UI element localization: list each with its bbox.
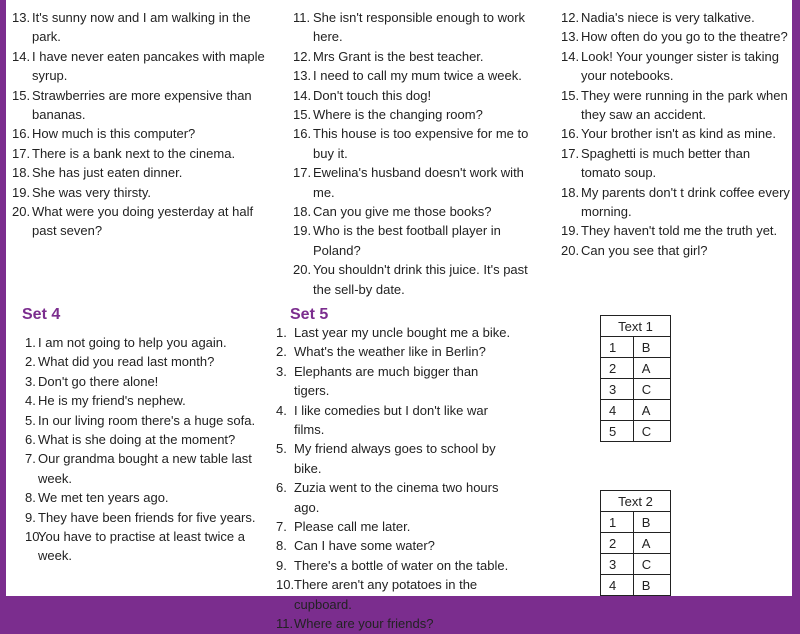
item-number: 1. — [276, 325, 287, 340]
item-number: 11. — [293, 10, 311, 25]
sentence-text: We met ten years ago. — [38, 490, 169, 506]
numbered-sentence — [276, 478, 516, 517]
sentence-text: There aren't any potatoes in the cupboard. — [294, 577, 478, 612]
item-number: 13. — [561, 29, 580, 45]
sentence-text: Spaghetti is much better than tomato soup. — [581, 145, 751, 181]
numbered-sentence — [12, 183, 266, 202]
set-5-section — [276, 323, 516, 634]
numbered-sentence — [293, 47, 543, 66]
numbered-sentence — [12, 202, 266, 241]
answer-letter: A — [633, 358, 670, 379]
sentence-text: I need to call my mum twice a week. — [313, 68, 522, 84]
item-number: 6. — [276, 480, 287, 496]
set-4-section — [25, 333, 267, 566]
item-number: 16. — [561, 126, 580, 142]
item-number: 5. — [276, 441, 287, 457]
numbered-sentence — [25, 449, 267, 488]
item-number: 5. — [25, 412, 36, 428]
numbered-sentence — [561, 27, 791, 46]
sentence-text: Where are your friends? — [294, 616, 434, 632]
item-number: 9. — [276, 557, 287, 573]
item-number: 16. — [12, 126, 31, 142]
item-number: 19. — [561, 223, 580, 239]
set-4-heading: Set 4 — [22, 306, 61, 323]
numbered-sentence — [293, 105, 543, 124]
numbered-sentence — [12, 47, 266, 86]
sentence-text: There's a bottle of water on the table. — [294, 557, 509, 573]
answer-letter: C — [633, 379, 670, 400]
sentence-text: Last year my uncle bought me a bike. — [294, 325, 511, 340]
answer-row — [601, 512, 671, 533]
answer-column-2 — [293, 8, 543, 299]
set-5-heading: Set 5 — [290, 306, 329, 323]
answer-row — [601, 337, 671, 358]
item-number: 3. — [276, 363, 287, 379]
item-number: 16. — [293, 126, 312, 142]
numbered-sentence — [276, 362, 516, 401]
item-number: 20. — [293, 262, 312, 278]
item-number: 1. — [25, 335, 36, 350]
sentence-text: What is she doing at the moment? — [38, 432, 236, 448]
sentence-text: There is a bank next to the cinema. — [32, 145, 236, 161]
question-number: 3 — [601, 554, 634, 575]
item-number: 20. — [12, 204, 31, 220]
item-number: 8. — [276, 538, 287, 554]
item-number: 11. — [276, 616, 294, 632]
answer-row — [601, 421, 671, 442]
numbered-sentence — [561, 124, 791, 143]
item-number: 17. — [561, 145, 580, 161]
text-1-heading: Text 1 — [601, 316, 671, 337]
sentence-text: Our grandma bought a new table last week. — [38, 451, 252, 486]
item-number: 15. — [293, 107, 312, 123]
numbered-sentence — [276, 439, 516, 478]
sentence-text: How often do you go to the theatre? — [581, 29, 788, 45]
question-number: 2 — [601, 358, 634, 379]
answer-row — [601, 379, 671, 400]
item-number: 8. — [25, 490, 36, 506]
sentence-text: What were you doing yesterday at half past seven? — [32, 204, 254, 239]
numbered-sentence — [12, 144, 266, 163]
question-number: 4 — [601, 575, 634, 596]
sentence-text: Nadia's niece is very talkative. — [581, 10, 755, 25]
numbered-sentence — [293, 221, 543, 260]
sentence-text: My friend always goes to school by bike. — [294, 441, 496, 476]
sentence-text: Mrs Grant is the best teacher. — [313, 48, 484, 64]
sentence-text: This house is too expensive for me to buy it. — [313, 126, 529, 161]
item-number: 17. — [293, 165, 312, 181]
sentence-text: How much is this computer? — [32, 126, 196, 142]
numbered-sentence — [25, 333, 267, 352]
numbered-sentence — [561, 221, 791, 240]
answer-row — [601, 533, 671, 554]
numbered-sentence — [293, 260, 543, 299]
question-number: 4 — [601, 400, 634, 421]
sentence-text: They haven't told me the truth yet. — [581, 223, 778, 239]
answer-column-3 — [561, 8, 791, 260]
question-number: 5 — [601, 421, 634, 442]
item-number: 6. — [25, 432, 36, 448]
text-2-heading: Text 2 — [601, 491, 671, 512]
item-number: 12. — [293, 48, 312, 64]
question-number: 2 — [601, 533, 634, 554]
item-number: 13. — [12, 10, 31, 25]
answer-row — [601, 554, 671, 575]
numbered-sentence — [293, 66, 543, 85]
answer-column-1 — [12, 8, 266, 241]
numbered-sentence — [276, 323, 516, 342]
sentence-text: She has just eaten dinner. — [32, 165, 183, 181]
sentence-text: My parents don't t drink coffee every morning. — [581, 184, 790, 220]
sentence-text: They have been friends for five years. — [38, 509, 256, 525]
item-number: 14. — [12, 48, 31, 64]
item-number: 14. — [561, 48, 580, 64]
numbered-sentence — [12, 163, 266, 182]
numbered-sentence — [12, 86, 266, 125]
numbered-sentence — [561, 86, 791, 125]
numbered-sentence — [25, 527, 267, 566]
item-number: 2. — [25, 354, 36, 370]
item-number: 15. — [561, 87, 580, 103]
sentence-text: Can you give me those books? — [313, 204, 492, 220]
answer-row — [601, 358, 671, 379]
item-number: 18. — [561, 184, 580, 200]
sentence-text: You have to practise at least twice a week. — [38, 529, 245, 564]
sentence-list — [276, 323, 516, 634]
sentence-text: Look! Your younger sister is taking your notebooks. — [581, 48, 780, 84]
answer-letter: B — [633, 575, 670, 596]
numbered-sentence — [561, 241, 791, 260]
item-number: 12. — [561, 10, 580, 25]
item-number: 4. — [276, 402, 287, 418]
text-2-answer-key — [600, 490, 671, 596]
numbered-sentence — [276, 342, 516, 361]
numbered-sentence — [293, 86, 543, 105]
sentence-text: You shouldn't drink this juice. It's past the sell-by date. — [313, 262, 528, 297]
item-number: 10. — [276, 577, 295, 593]
sentence-text: Please call me later. — [294, 519, 411, 535]
sentence-text: Elephants are much bigger than tigers. — [294, 363, 479, 399]
numbered-sentence — [25, 391, 267, 410]
numbered-sentence — [561, 8, 791, 27]
answer-letter: B — [633, 337, 670, 358]
sentence-text: He is my friend's nephew. — [38, 393, 186, 409]
item-number: 9. — [25, 509, 36, 525]
question-number: 3 — [601, 379, 634, 400]
numbered-sentence — [25, 352, 267, 371]
item-number: 15. — [12, 87, 31, 103]
item-number: 13. — [293, 68, 312, 84]
sentence-text: Who is the best football player in Poland? — [313, 223, 501, 258]
numbered-sentence — [276, 614, 516, 633]
answer-letter: C — [633, 421, 670, 442]
numbered-sentence — [25, 372, 267, 391]
numbered-sentence — [25, 488, 267, 507]
sentence-text: She was very thirsty. — [32, 184, 151, 200]
sentence-list — [293, 8, 543, 299]
item-number: 20. — [561, 242, 580, 258]
sentence-text: Don't touch this dog! — [313, 87, 432, 103]
item-number: 18. — [293, 204, 312, 220]
item-number: 7. — [276, 519, 287, 535]
numbered-sentence — [12, 124, 266, 143]
sentence-list — [12, 8, 266, 241]
sentence-text: Don't go there alone! — [38, 373, 159, 389]
numbered-sentence — [276, 536, 516, 555]
answer-letter: A — [633, 400, 670, 421]
sentence-text: I like comedies but I don't like war films. — [294, 402, 488, 438]
answer-letter: B — [633, 512, 670, 533]
numbered-sentence — [561, 144, 791, 183]
sentence-text: Can you see that girl? — [581, 242, 708, 258]
item-number: 7. — [25, 451, 36, 467]
worksheet-page — [6, 0, 792, 632]
sentence-text: Can I have some water? — [294, 538, 435, 554]
sentence-text: It's sunny now and I am walking in the park. — [32, 10, 251, 45]
numbered-sentence — [293, 124, 543, 163]
sentence-text: What did you read last month? — [38, 354, 215, 370]
item-number: 19. — [12, 184, 31, 200]
sentence-list — [25, 333, 267, 566]
item-number: 4. — [25, 393, 36, 409]
question-number: 1 — [601, 512, 634, 533]
numbered-sentence — [25, 430, 267, 449]
sentence-text: Ewelina's husband doesn't work with me. — [313, 165, 524, 200]
numbered-sentence — [25, 411, 267, 430]
sentence-text: What's the weather like in Berlin? — [294, 344, 486, 360]
text-1-answer-key — [600, 315, 671, 442]
item-number: 19. — [293, 223, 312, 239]
sentence-text: Zuzia went to the cinema two hours ago. — [294, 480, 499, 515]
numbered-sentence — [293, 202, 543, 221]
numbered-sentence — [293, 163, 543, 202]
question-number: 1 — [601, 337, 634, 358]
numbered-sentence — [276, 401, 516, 440]
item-number: 10. — [25, 529, 44, 545]
item-number: 3. — [25, 373, 36, 389]
numbered-sentence — [25, 508, 267, 527]
numbered-sentence — [561, 47, 791, 86]
sentence-text: I am not going to help you again. — [38, 335, 227, 350]
item-number: 14. — [293, 87, 312, 103]
sentence-text: Your brother isn't as kind as mine. — [581, 126, 776, 142]
sentence-text: They were running in the park when they saw an accident. — [581, 87, 788, 123]
sentence-list — [561, 8, 791, 260]
item-number: 17. — [12, 145, 31, 161]
sentence-text: I have never eaten pancakes with maple syrup. — [32, 48, 265, 84]
answer-row — [601, 400, 671, 421]
numbered-sentence — [561, 183, 791, 222]
sentence-text: Where is the changing room? — [313, 107, 483, 123]
item-number: 18. — [12, 165, 31, 181]
numbered-sentence — [276, 575, 516, 614]
item-number: 2. — [276, 344, 287, 360]
numbered-sentence — [12, 8, 266, 47]
answer-letter: C — [633, 554, 670, 575]
answer-row — [601, 575, 671, 596]
sentence-text: She isn't responsible enough to work here. — [313, 10, 526, 45]
numbered-sentence — [276, 556, 516, 575]
answer-letter: A — [633, 533, 670, 554]
sentence-text: In our living room there's a huge sofa. — [38, 412, 256, 428]
sentence-text: Strawberries are more expensive than bananas. — [32, 87, 252, 123]
numbered-sentence — [293, 8, 543, 47]
numbered-sentence — [276, 517, 516, 536]
